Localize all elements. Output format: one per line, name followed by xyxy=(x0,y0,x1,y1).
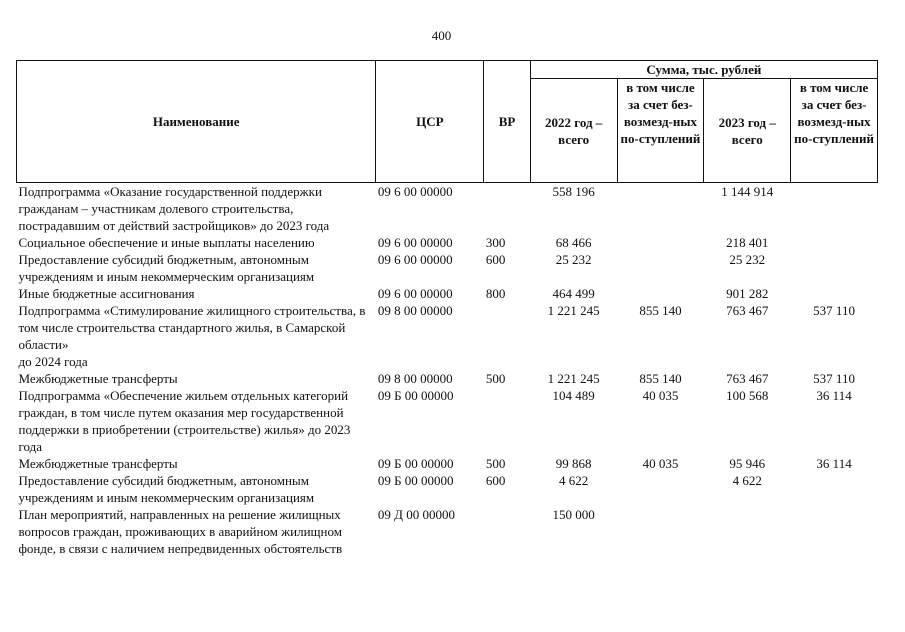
row-vr: 600 xyxy=(485,252,506,267)
row-2023-free: 36 114 xyxy=(816,388,852,403)
row-name: Предоставление субсидий бюджетным, автономным учреждениям и иным некоммерческим организациям xyxy=(18,252,315,284)
row-2022-free: 855 140 xyxy=(639,371,682,386)
row-2023-total: 95 946 xyxy=(729,456,766,471)
row-2023-total xyxy=(704,506,791,557)
row-vr: 300 xyxy=(485,235,506,250)
row-name: Предоставление субсидий бюджетным, автономным учреждениям и иным некоммерческим организациям xyxy=(18,473,315,505)
row-2023-total: 218 401 xyxy=(726,235,769,250)
row-vr: 500 xyxy=(485,371,506,386)
row-2023-total: 763 467 xyxy=(726,371,769,386)
row-2022-free xyxy=(617,251,704,285)
row-2022-total: 104 489 xyxy=(552,388,595,403)
row-csr: 09 6 00 00000 xyxy=(377,184,453,199)
header-2022-free: в том числе за счет без-возмезд-ных по-ступлений xyxy=(617,79,704,183)
table-row xyxy=(17,370,878,387)
table-body xyxy=(17,183,878,558)
row-vr xyxy=(484,302,530,370)
table-row xyxy=(17,302,878,370)
header-sum-group: Сумма, тыс. рублей xyxy=(530,61,877,79)
row-2023-total: 763 467 xyxy=(726,303,769,318)
table-row xyxy=(17,455,878,472)
row-2022-free: 40 035 xyxy=(642,456,679,471)
row-csr: 09 6 00 00000 xyxy=(377,286,453,301)
row-2022-free xyxy=(617,183,704,235)
row-2022-total: 1 221 245 xyxy=(547,303,600,318)
row-vr: 800 xyxy=(485,286,506,301)
row-2022-free xyxy=(617,506,704,557)
row-2023-total: 100 568 xyxy=(726,388,769,403)
row-2022-total: 558 196 xyxy=(552,184,595,199)
row-name: План мероприятий, направленных на решение жилищных вопросов граждан, проживающих в аварийном жилищном фонде, в связи с наличием непредвиденных обстоятельств xyxy=(18,507,343,556)
row-2022-free: 855 140 xyxy=(639,303,682,318)
row-2022-total: 464 499 xyxy=(552,286,595,301)
row-2022-free xyxy=(617,472,704,506)
row-csr: 09 8 00 00000 xyxy=(377,303,453,318)
row-2023-total: 901 282 xyxy=(726,286,769,301)
row-name: Подпрограмма «Оказание государственной поддержки гражданам – участникам долевого строительства, пострадавшим от действий застройщиков» до 2023 года xyxy=(18,184,330,233)
row-csr: 09 Д 00 00000 xyxy=(377,507,455,522)
row-2023-total: 4 622 xyxy=(732,473,762,488)
table-row xyxy=(17,183,878,235)
row-2022-total: 1 221 245 xyxy=(547,371,600,386)
row-2022-total: 68 466 xyxy=(555,235,592,250)
row-name: Межбюджетные трансферты xyxy=(18,371,178,386)
row-vr xyxy=(484,506,530,557)
row-2023-free: 537 110 xyxy=(813,303,855,318)
header-2022-total: 2022 год – всего xyxy=(530,79,617,183)
row-2023-total: 25 232 xyxy=(729,252,766,267)
table-row xyxy=(17,234,878,251)
row-2023-free xyxy=(791,183,878,235)
row-csr: 09 Б 00 00000 xyxy=(377,456,454,471)
row-2023-free: 537 110 xyxy=(813,371,855,386)
row-name: Межбюджетные трансферты xyxy=(18,456,178,471)
row-2022-total: 4 622 xyxy=(559,473,589,488)
row-vr xyxy=(484,387,530,455)
row-csr: 09 Б 00 00000 xyxy=(377,388,454,403)
row-csr: 09 6 00 00000 xyxy=(377,235,453,250)
row-2023-total: 1 144 914 xyxy=(721,184,774,199)
row-2022-free: 40 035 xyxy=(642,388,679,403)
page-number: 400 xyxy=(431,28,452,43)
row-2023-free xyxy=(791,506,878,557)
budget-table xyxy=(16,60,878,557)
header-vr: ВР xyxy=(484,61,530,183)
header-csr: ЦСР xyxy=(376,61,484,183)
row-2023-free xyxy=(791,251,878,285)
row-vr xyxy=(484,183,530,235)
row-vr: 600 xyxy=(485,473,506,488)
row-2023-free xyxy=(791,234,878,251)
header-2023-free: в том числе за счет без-возмезд-ных по-ступлений xyxy=(791,79,878,183)
table-row xyxy=(17,506,878,557)
header-2023-total: 2023 год – всего xyxy=(704,79,791,183)
row-2022-free xyxy=(617,234,704,251)
row-2023-free: 36 114 xyxy=(816,456,852,471)
table-row xyxy=(17,285,878,302)
row-2022-total: 25 232 xyxy=(555,252,592,267)
table-row xyxy=(17,251,878,285)
header-name: Наименование xyxy=(17,61,376,183)
table-header xyxy=(17,61,878,183)
row-csr: 09 8 00 00000 xyxy=(377,371,453,386)
row-2022-free xyxy=(617,285,704,302)
row-2022-total: 99 868 xyxy=(555,456,592,471)
row-name: Иные бюджетные ассигнования xyxy=(18,286,195,301)
row-csr: 09 Б 00 00000 xyxy=(377,473,454,488)
table-row xyxy=(17,387,878,455)
row-name: Социальное обеспечение и иные выплаты населению xyxy=(18,235,315,250)
table-row xyxy=(17,472,878,506)
row-name: Подпрограмма «Обеспечение жильем отдельных категорий граждан, в том числе путем оказания мер государственной поддержки в приобретении (строительстве) жилья» до 2023 года xyxy=(18,388,351,454)
row-name: Подпрограмма «Стимулирование жилищного строительства, в том числе строительства стандартного жилья, в Самарской области» до 2024 года xyxy=(18,303,366,369)
row-csr: 09 6 00 00000 xyxy=(377,252,453,267)
row-2023-free xyxy=(791,285,878,302)
row-2022-total: 150 000 xyxy=(552,507,595,522)
row-2023-free xyxy=(791,472,878,506)
row-vr: 500 xyxy=(485,456,506,471)
